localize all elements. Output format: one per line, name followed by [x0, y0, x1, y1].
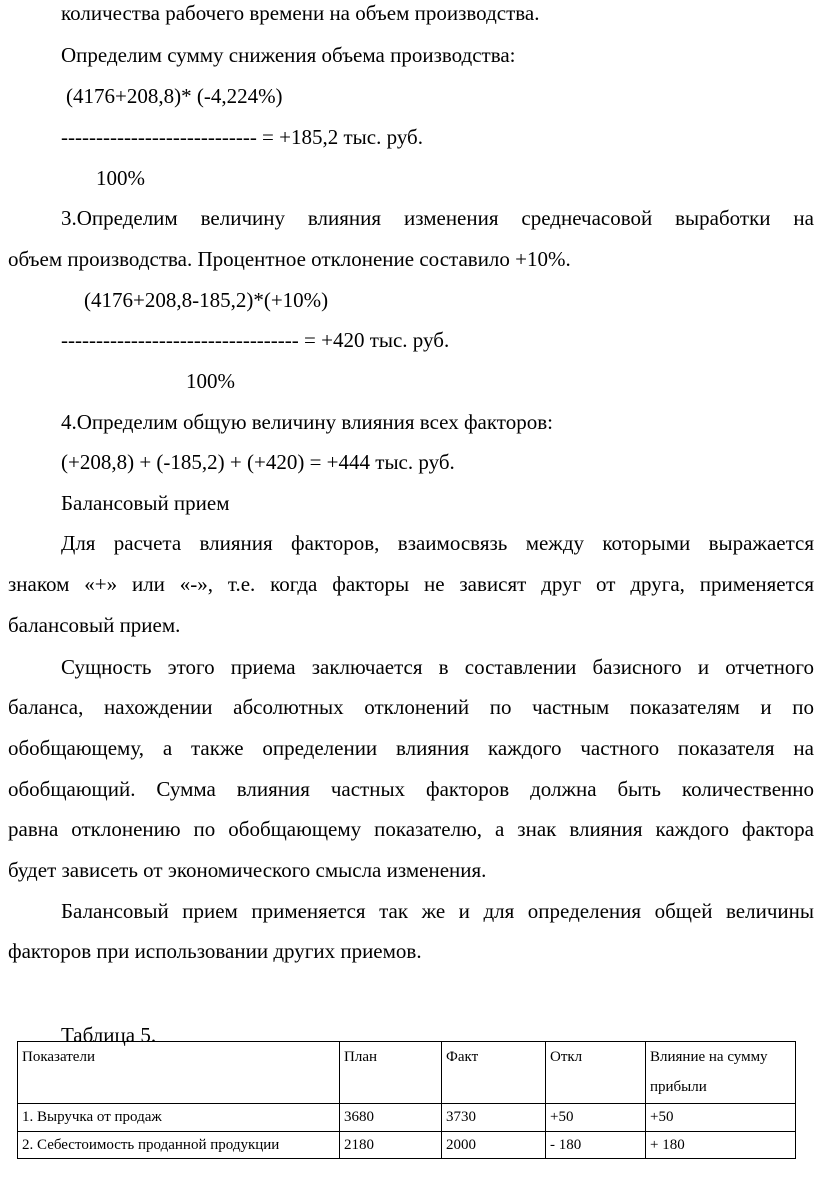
table-header-row — [18, 1042, 796, 1104]
table-header-cell: Факт — [442, 1042, 546, 1104]
table-header-cell: Откл — [546, 1042, 646, 1104]
paragraph-line: баланса, нахождении абсолютных отклонений по частным показателям и по — [8, 695, 814, 719]
table-header-cell — [646, 1042, 796, 1104]
table-cell: 3730 — [442, 1104, 546, 1132]
table-cell: 1. Выручка от продаж — [18, 1104, 340, 1132]
table-header-text: Влияние на сумму — [650, 1049, 768, 1065]
indicators-table — [17, 1041, 796, 1159]
table-caption: Таблица 5. — [61, 1023, 157, 1047]
text-line: объем производства. Процентное отклонение составило +10%. — [8, 247, 571, 271]
table-header-cell: Показатели — [18, 1042, 340, 1104]
formula-numerator: (4176+208,8)* (-4,224%) — [66, 84, 283, 108]
formula-fraction-line: ---------------------------------- = +420 тыс. руб. — [61, 328, 450, 352]
formula-denominator: 100% — [96, 166, 145, 190]
paragraph-line: Балансовый прием применяется так же и для определения общей величины — [61, 899, 814, 923]
formula-numerator: (4176+208,8-185,2)*(+10%) — [84, 288, 329, 312]
table-cell: +50 — [646, 1104, 796, 1132]
table-cell: 3680 — [340, 1104, 442, 1132]
paragraph-line: балансовый прием. — [8, 613, 181, 637]
formula-denominator: 100% — [186, 369, 235, 393]
paragraph-line: обобщающий. Сумма влияния частных факторов должна быть количественно — [8, 777, 814, 801]
table-cell: + 180 — [646, 1132, 796, 1159]
table-cell: 2000 — [442, 1132, 546, 1159]
table-cell: +50 — [546, 1104, 646, 1132]
text-line: 4.Определим общую величину влияния всех факторов: — [61, 410, 553, 434]
paragraph-line: Для расчета влияния факторов, взаимосвязь между которыми выражается — [61, 531, 814, 555]
text-line: Определим сумму снижения объема производства: — [61, 43, 516, 67]
formula-fraction-line: ---------------------------- = +185,2 тыс. руб. — [61, 125, 423, 149]
paragraph-line: факторов при использовании других приемов. — [8, 939, 422, 963]
paragraph-line: знаком «+» или «-», т.е. когда факторы не зависят друг от друга, применяется — [8, 572, 814, 596]
paragraph-line: Сущность этого приема заключается в составлении базисного и отчетного — [61, 655, 814, 679]
paragraph-line: равна отклонению по обобщающему показателю, а знак влияния каждого фактора — [8, 817, 814, 841]
paragraph-line: обобщающему, а также определении влияния каждого частного показателя на — [8, 736, 814, 760]
table-header-cell: План — [340, 1042, 442, 1104]
text-line: 3.Определим величину влияния изменения среднечасовой выработки на — [61, 206, 814, 230]
table-row — [18, 1104, 796, 1132]
table-header-text: прибыли — [650, 1079, 707, 1095]
table-cell: 2180 — [340, 1132, 442, 1159]
section-heading: Балансовый прием — [61, 491, 230, 515]
table-cell: - 180 — [546, 1132, 646, 1159]
table-cell: 2. Себестоимость проданной продукции — [18, 1132, 340, 1159]
text-line: количества рабочего времени на объем производства. — [61, 1, 540, 25]
paragraph-line: будет зависеть от экономического смысла изменения. — [8, 858, 487, 882]
formula-total: (+208,8) + (-185,2) + (+420) = +444 тыс. руб. — [61, 450, 455, 474]
table-row — [18, 1132, 796, 1159]
